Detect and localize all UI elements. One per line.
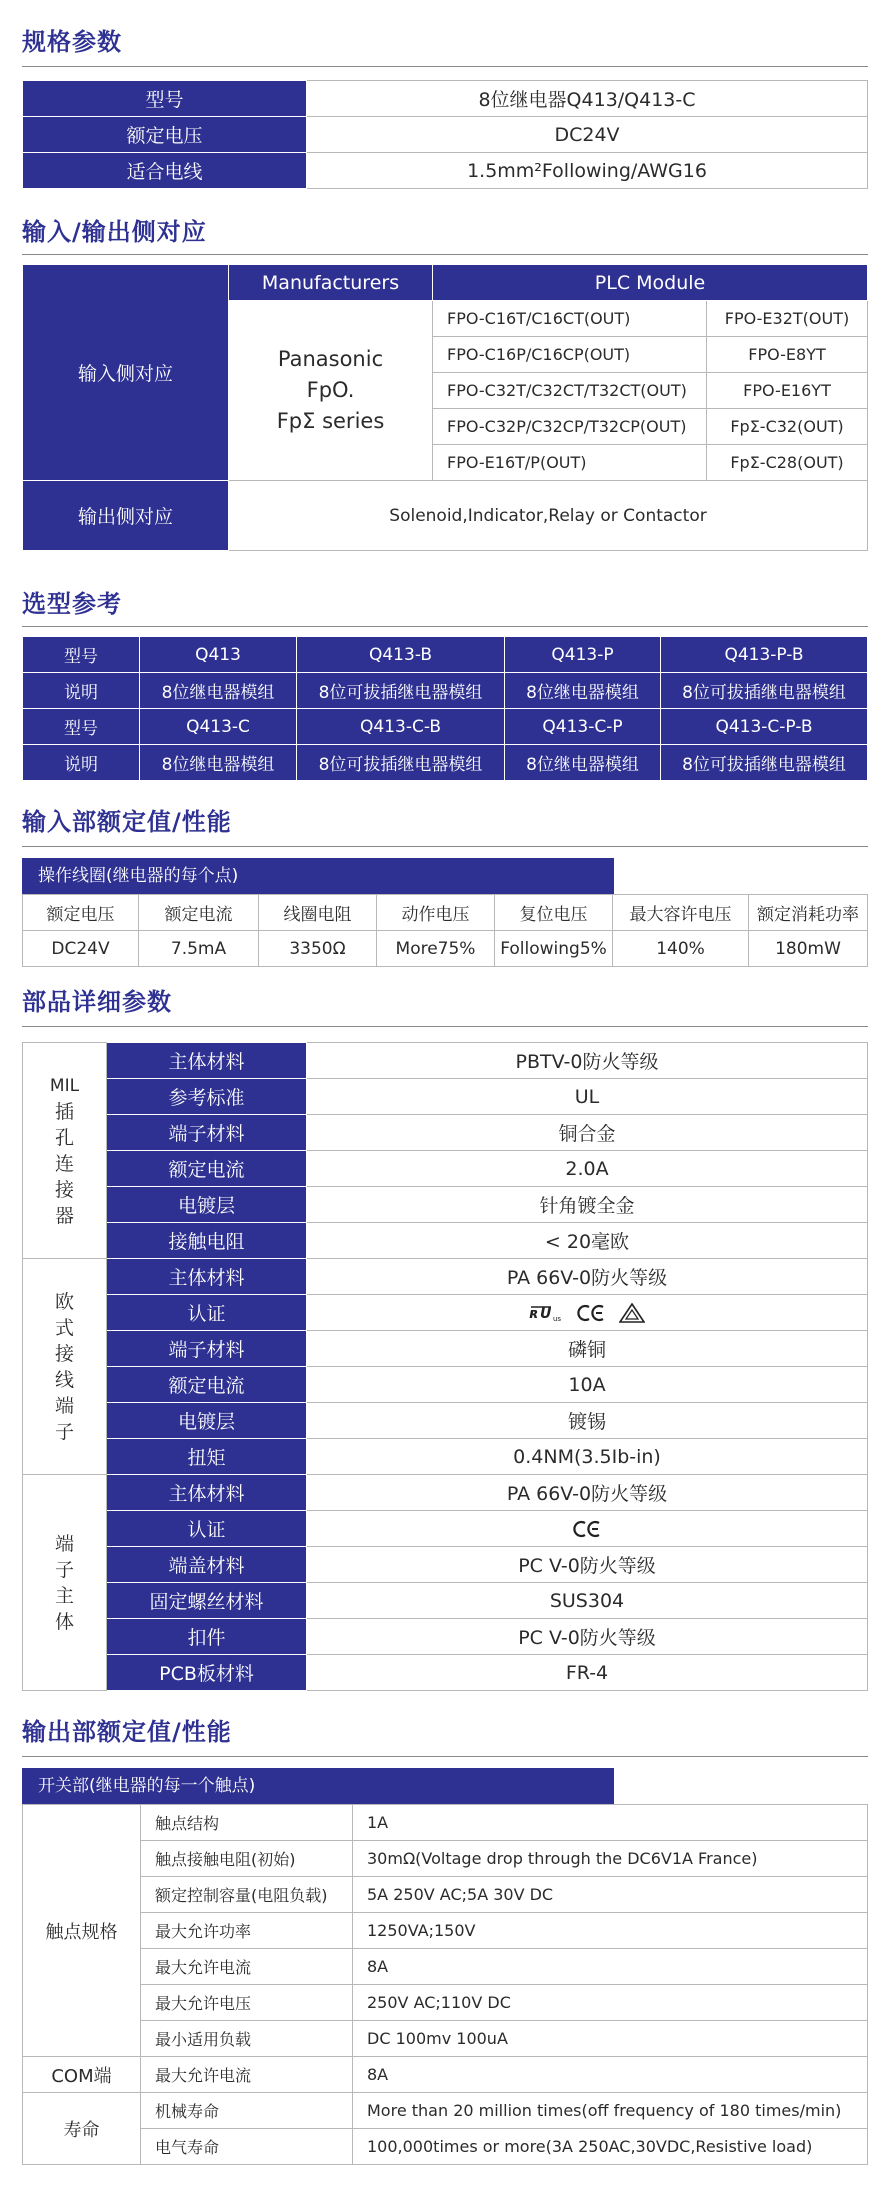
output-value: 8A: [353, 2057, 868, 2093]
spec-value: 1.5mm²Following/AWG16: [307, 153, 868, 189]
table-row: [23, 1295, 868, 1331]
selection-cell: Q413-C-P: [505, 709, 661, 745]
selection-cell: 8位继电器模组: [505, 745, 661, 781]
section-title-output: 输出部额定值/性能: [22, 1718, 232, 1746]
input-header: 额定电压: [23, 895, 139, 931]
cert-marks: [529, 1303, 645, 1323]
table-row: [23, 1259, 868, 1295]
parts-detail-table: [22, 1042, 868, 1691]
input-header: 额定电流: [139, 895, 259, 931]
selection-table: [22, 636, 868, 781]
parts-label: 主体材料: [107, 1475, 307, 1511]
output-side-value: Solenoid,Indicator,Relay or Contactor: [229, 481, 868, 551]
io-table: [22, 264, 868, 551]
group-label-char: 孔: [54, 1126, 74, 1149]
group-label-char: 主: [54, 1584, 74, 1607]
table-row: [23, 1403, 868, 1439]
group-label-char: 子: [54, 1420, 74, 1443]
table-row: [23, 1223, 868, 1259]
table-row: [23, 1619, 868, 1655]
manufacturer-series: FpΣ series: [276, 409, 385, 433]
group-label-char: 端: [54, 1532, 74, 1555]
table-row: [23, 1115, 868, 1151]
output-value: 250V AC;110V DC: [353, 1985, 868, 2021]
output-label: 最大允许功率: [141, 1913, 353, 1949]
parts-label: 参考标准: [107, 1079, 307, 1115]
output-value: 30mΩ(Voltage drop through the DC6V1A France): [353, 1841, 868, 1877]
spec-label: 额定电压: [23, 117, 307, 153]
ce-mark-icon: [573, 1520, 601, 1538]
table-row: [23, 1511, 868, 1547]
parts-value: 0.4NM(3.5Ib-in): [307, 1439, 868, 1475]
parts-value: PC V-0防火等级: [307, 1619, 868, 1655]
section-title-parts: 部品详细参数: [22, 988, 172, 1016]
parts-label: PCB板材料: [107, 1655, 307, 1691]
selection-cell: 型号: [23, 709, 140, 745]
input-value: 140%: [613, 931, 749, 967]
table-row: [23, 1367, 868, 1403]
manufacturer-series: FpO.: [306, 378, 355, 402]
parts-label: 额定电流: [107, 1151, 307, 1187]
selection-cell: Q413-P-B: [661, 637, 868, 673]
selection-cell: Q413-C: [140, 709, 297, 745]
plc-module: FPO-C32T/C32CT/T32CT(OUT): [433, 373, 707, 409]
input-value: 7.5mA: [139, 931, 259, 967]
cert-marks-cell: [307, 1511, 868, 1547]
manufacturers-header: Manufacturers: [229, 265, 433, 301]
ce-mark-icon: [577, 1304, 605, 1322]
table-row: [23, 1043, 868, 1079]
table-row: [23, 1079, 868, 1115]
parts-label: 扣件: [107, 1619, 307, 1655]
group-label-char: 式: [54, 1316, 74, 1339]
table-row: [23, 153, 868, 189]
table-row: [23, 673, 868, 709]
spec-table: [22, 80, 868, 189]
group-label-char: 连: [54, 1152, 74, 1175]
group-label-lifetime: 寿命: [23, 2093, 141, 2165]
output-label: 触点接触电阻(初始): [141, 1841, 353, 1877]
group-label-char: 欧: [54, 1290, 74, 1313]
parts-value: 10A: [307, 1367, 868, 1403]
group-label-terminal-body: [23, 1475, 107, 1691]
table-row: [23, 1475, 868, 1511]
section-title-io: 输入/输出侧对应: [22, 218, 207, 246]
parts-label: 端子材料: [107, 1115, 307, 1151]
table-row: [23, 81, 868, 117]
plc-module: FPO-E8YT: [707, 337, 868, 373]
table-row: [23, 265, 868, 301]
parts-value: FR-4: [307, 1655, 868, 1691]
input-side-label: 输入侧对应: [23, 265, 229, 481]
plc-module: FPO-C16T/C16CT(OUT): [433, 301, 707, 337]
vde-mark-icon: [619, 1303, 645, 1323]
svg-text:us: us: [553, 1315, 562, 1322]
table-row: [23, 709, 868, 745]
plc-module: FpΣ-C32(OUT): [707, 409, 868, 445]
parts-label: 主体材料: [107, 1259, 307, 1295]
output-value: More than 20 million times(off frequency of 180 times/min): [353, 2093, 868, 2129]
plc-module: FPO-E16T/P(OUT): [433, 445, 707, 481]
input-header: 最大容许电压: [613, 895, 749, 931]
plc-module: FpΣ-C28(OUT): [707, 445, 868, 481]
parts-value: PC V-0防火等级: [307, 1547, 868, 1583]
parts-label: 主体材料: [107, 1043, 307, 1079]
group-label-char: 器: [54, 1204, 74, 1227]
parts-label: 电镀层: [107, 1187, 307, 1223]
table-row: [23, 1655, 868, 1691]
table-row: [23, 1877, 868, 1913]
input-value: 180mW: [749, 931, 868, 967]
selection-cell: 说明: [23, 673, 140, 709]
table-row: [23, 2021, 868, 2057]
plc-module-header: PLC Module: [433, 265, 868, 301]
selection-cell: 8位可拔插继电器模组: [661, 673, 868, 709]
group-label-char: 线: [54, 1368, 74, 1391]
table-row: [23, 2093, 868, 2129]
parts-value: < 20毫欧: [307, 1223, 868, 1259]
parts-label: 电镀层: [107, 1403, 307, 1439]
switch-bar: 开关部(继电器的每一个触点): [22, 1768, 614, 1804]
spec-label: 型号: [23, 81, 307, 117]
plc-module: FPO-E16YT: [707, 373, 868, 409]
output-label: 机械寿命: [141, 2093, 353, 2129]
parts-label: 端盖材料: [107, 1547, 307, 1583]
selection-cell: Q413: [140, 637, 297, 673]
group-label-char: 接: [54, 1178, 74, 1201]
parts-value: 2.0A: [307, 1151, 868, 1187]
output-value: 5A 250V AC;5A 30V DC: [353, 1877, 868, 1913]
group-label-char: 端: [54, 1394, 74, 1417]
plc-module: FPO-C16P/C16CP(OUT): [433, 337, 707, 373]
table-row: [23, 2129, 868, 2165]
input-value: DC24V: [23, 931, 139, 967]
table-row: [23, 1985, 868, 2021]
selection-cell: 8位可拔插继电器模组: [297, 745, 505, 781]
input-header: 动作电压: [377, 895, 495, 931]
input-ratings-table: [22, 894, 868, 967]
table-row: [23, 481, 868, 551]
table-row: [23, 1805, 868, 1841]
section-title-selection: 选型参考: [22, 590, 122, 618]
section-rule: [22, 626, 868, 627]
selection-cell: 8位继电器模组: [140, 745, 297, 781]
section-rule: [22, 1026, 868, 1027]
section-rule: [22, 846, 868, 847]
input-value: 3350Ω: [259, 931, 377, 967]
table-row: [23, 895, 868, 931]
parts-value: PA 66V-0防火等级: [307, 1259, 868, 1295]
table-row: [23, 1583, 868, 1619]
table-row: [23, 1841, 868, 1877]
section-rule: [22, 254, 868, 255]
section-title-spec: 规格参数: [22, 28, 122, 56]
parts-label: 端子材料: [107, 1331, 307, 1367]
parts-label: 认证: [107, 1295, 307, 1331]
output-value: 8A: [353, 1949, 868, 1985]
manufacturer-name: Panasonic: [277, 347, 384, 371]
parts-label: 固定螺丝材料: [107, 1583, 307, 1619]
table-row: [23, 1547, 868, 1583]
cert-marks-cell: [307, 1295, 868, 1331]
parts-value: 磷铜: [307, 1331, 868, 1367]
parts-label: 扭矩: [107, 1439, 307, 1475]
table-row: [23, 1331, 868, 1367]
parts-label: 接触电阻: [107, 1223, 307, 1259]
output-value: 1A: [353, 1805, 868, 1841]
output-side-label: 输出侧对应: [23, 481, 229, 551]
selection-cell: Q413-C-B: [297, 709, 505, 745]
table-row: [23, 1949, 868, 1985]
group-label-contact-spec: 触点规格: [23, 1805, 141, 2057]
output-value: DC 100mv 100uA: [353, 2021, 868, 2057]
section-rule: [22, 1756, 868, 1757]
group-label-char: 插: [54, 1100, 74, 1123]
parts-label: 认证: [107, 1511, 307, 1547]
group-label-mil-connector: [23, 1043, 107, 1259]
selection-cell: Q413-C-P-B: [661, 709, 868, 745]
parts-value: SUS304: [307, 1583, 868, 1619]
table-row: [23, 1439, 868, 1475]
parts-label: 额定电流: [107, 1367, 307, 1403]
output-ratings-table: [22, 1804, 868, 2165]
selection-cell: 8位继电器模组: [140, 673, 297, 709]
selection-cell: Q413-B: [297, 637, 505, 673]
spec-value: DC24V: [307, 117, 868, 153]
output-label: 电气寿命: [141, 2129, 353, 2165]
section-title-input: 输入部额定值/性能: [22, 808, 232, 836]
table-row: [23, 2057, 868, 2093]
output-label: 最大允许电流: [141, 2057, 353, 2093]
output-label: 触点结构: [141, 1805, 353, 1841]
parts-value: 针角镀全金: [307, 1187, 868, 1223]
input-value: Following5%: [495, 931, 613, 967]
selection-cell: 8位可拔插继电器模组: [661, 745, 868, 781]
selection-cell: Q413-P: [505, 637, 661, 673]
input-header: 线圈电阻: [259, 895, 377, 931]
parts-value: PA 66V-0防火等级: [307, 1475, 868, 1511]
section-rule: [22, 66, 868, 67]
spec-label: 适合电线: [23, 153, 307, 189]
group-label-char: 体: [54, 1610, 74, 1633]
input-header: 额定消耗功率: [749, 895, 868, 931]
plc-module: FPO-E32T(OUT): [707, 301, 868, 337]
input-value: More75%: [377, 931, 495, 967]
table-row: [23, 1913, 868, 1949]
group-label-com: COM端: [23, 2057, 141, 2093]
table-row: [23, 1187, 868, 1223]
output-value: 100,000times or more(3A 250AC,30VDC,Resistive load): [353, 2129, 868, 2165]
selection-cell: 型号: [23, 637, 140, 673]
parts-value: 铜合金: [307, 1115, 868, 1151]
parts-value: UL: [307, 1079, 868, 1115]
selection-cell: 说明: [23, 745, 140, 781]
output-label: 额定控制容量(电阻负载): [141, 1877, 353, 1913]
plc-module: FPO-C32P/C32CP/T32CP(OUT): [433, 409, 707, 445]
table-row: [23, 931, 868, 967]
parts-value: PBTV-0防火等级: [307, 1043, 868, 1079]
table-row: [23, 1151, 868, 1187]
selection-cell: 8位可拔插继电器模组: [297, 673, 505, 709]
parts-value: 镀锡: [307, 1403, 868, 1439]
output-label: 最大允许电压: [141, 1985, 353, 2021]
manufacturer-cell: [229, 301, 433, 481]
svg-text:U: U: [540, 1306, 552, 1322]
group-label-char: MIL: [49, 1075, 80, 1096]
svg-text:ʀ: ʀ: [530, 1306, 539, 1322]
table-row: [23, 637, 868, 673]
group-label-char: 接: [54, 1342, 74, 1365]
table-row: [23, 745, 868, 781]
spec-value: 8位继电器Q413/Q413-C: [307, 81, 868, 117]
ul-recognized-icon: [529, 1304, 563, 1322]
table-row: [23, 117, 868, 153]
group-label-euro-terminal: [23, 1259, 107, 1475]
coil-bar: 操作线圈(继电器的每个点): [22, 858, 614, 894]
selection-cell: 8位继电器模组: [505, 673, 661, 709]
group-label-char: 子: [54, 1558, 74, 1581]
output-value: 1250VA;150V: [353, 1913, 868, 1949]
input-header: 复位电压: [495, 895, 613, 931]
output-label: 最小适用负载: [141, 2021, 353, 2057]
output-label: 最大允许电流: [141, 1949, 353, 1985]
